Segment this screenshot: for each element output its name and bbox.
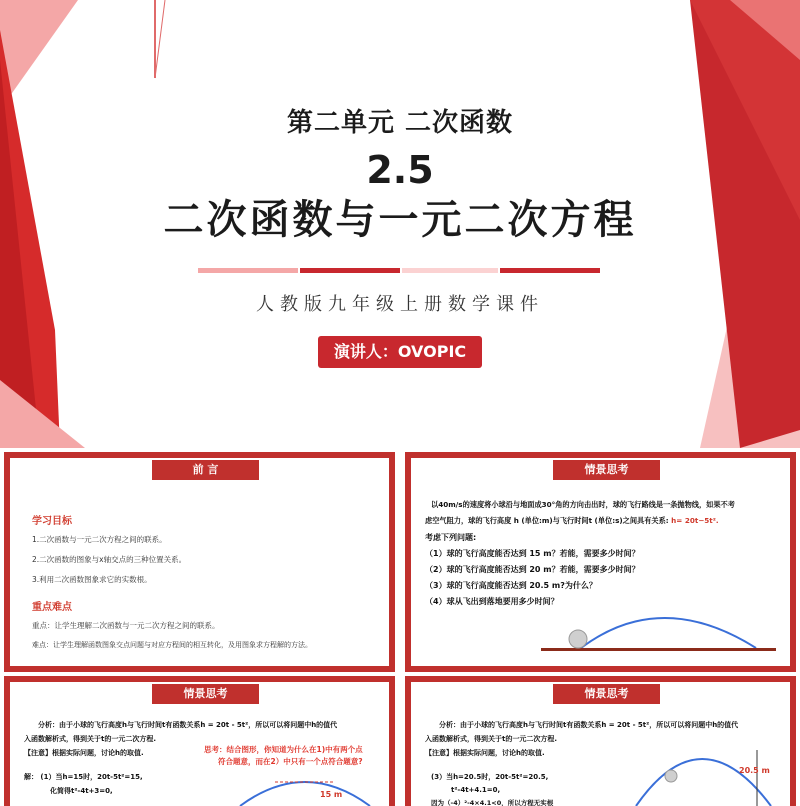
- divider-bar-2: [300, 268, 400, 273]
- formula: h= 20t−5t².: [671, 516, 719, 525]
- unit-title: 第二单元 二次函数: [286, 108, 514, 138]
- ball-icon: [569, 630, 587, 648]
- question-item: （2）球的飞行高度能否达到 20 m？若能，需要多少时间？: [425, 565, 640, 574]
- slide-content: [411, 682, 790, 806]
- solution-line: 因为（-4）²-4×4.1<0，所以方程无实根: [431, 799, 554, 806]
- note-text: 【注意】根据实际问题，讨论h的取值.: [24, 749, 144, 757]
- key-point: 重点：让学生理解二次函数与一元二次方程之间的联系。: [32, 621, 220, 630]
- slide-thumbnail-preface[interactable]: [4, 452, 395, 672]
- parabola-path: [240, 782, 370, 806]
- divider-bar-4: [500, 268, 600, 273]
- parabola-path: [581, 618, 756, 648]
- think-prompt: 符合题意，而在2）中只有一个点符合题意?: [218, 757, 363, 766]
- graph-height-label: 15 m: [320, 790, 343, 799]
- slide-tab-label: 前 言: [152, 460, 259, 480]
- analysis-line: 分析：由于小球的飞行高度h与飞行时间t有函数关系h = 20t - 5t²，所以可以将问题中h的值代: [38, 721, 338, 729]
- ball-icon: [665, 770, 677, 782]
- slide-thumbnail-scenario-solution-3[interactable]: [405, 676, 796, 806]
- question-item: （3）球的飞行高度能否达到 20.5 m?为什么？: [425, 581, 597, 590]
- slide-content: [411, 458, 790, 666]
- solution-line: 化简得t²-4t+3=0,: [50, 787, 113, 795]
- solution-line: t²-4t+4.1=0,: [451, 786, 501, 794]
- slide-content: [10, 682, 389, 806]
- slide-content: [10, 458, 389, 666]
- intro-text: 虑空气阻力，球的飞行高度 h (单位:m)与飞行时间t (单位:s)之间具有关系:: [425, 516, 669, 525]
- solution-line: (3）当h=20.5时，20t-5t²=20.5,: [431, 773, 549, 781]
- subtitle: 人教版九年级上册数学课件: [256, 294, 544, 315]
- slide-thumbnail-scenario-solution-1[interactable]: [4, 676, 395, 806]
- divider-bar-1: [198, 268, 298, 273]
- analysis-line: 入函数解析式，得到关于t的一元二次方程.: [425, 735, 558, 743]
- key-points-heading: 重点难点: [32, 602, 72, 613]
- note-text: 【注意】根据实际问题，讨论h的取值.: [425, 749, 545, 757]
- main-title: 二次函数与一元二次方程: [163, 197, 637, 243]
- slide-tab-label: 情景思考: [553, 684, 660, 704]
- intro-line: [425, 516, 719, 526]
- slide-thumbnail-scenario-questions[interactable]: [405, 452, 796, 672]
- question-item: （1）球的飞行高度能否达到 15 m？若能，需要多少时间？: [425, 549, 640, 558]
- goal-item: 2.二次函数的图象与x轴交点的三种位置关系。: [32, 555, 187, 564]
- difficult-point: 难点：让学生理解函数图象交点问题与对应方程间的相互转化，及用图象求方程解的方法。: [32, 641, 312, 649]
- slide-tab-label: 情景思考: [152, 684, 259, 704]
- solution-line: 解： (1）当h=15时，20t-5t²=15,: [24, 773, 143, 781]
- divider-bar-3: [402, 268, 498, 273]
- slide-tab-label: 情景思考: [553, 460, 660, 480]
- questions-heading: 考虑下列问题:: [425, 533, 477, 542]
- graph-height-label: 20.5 m: [739, 766, 770, 775]
- intro-line: 以40m/s的速度将小球沿与地面成30°角的方向击出时，球的飞行路线是一条抛物线，如果不考: [431, 500, 735, 509]
- goal-item: 1.二次函数与一元二次方程之间的联系。: [32, 535, 167, 544]
- think-prompt: 思考：结合图形，你知道为什么在1)中有两个点: [204, 745, 363, 754]
- left-top-pink-shape: [0, 0, 78, 110]
- trajectory-illustration: [531, 608, 781, 658]
- parabola-graph: [230, 768, 380, 806]
- ground-line: [541, 648, 776, 651]
- presenter-badge: 演讲人：OVOPIC: [318, 336, 482, 368]
- section-number: 2.5: [366, 148, 434, 192]
- goal-item: 3.利用二次函数图象求它的实数根。: [32, 575, 152, 584]
- question-item: （4）球从飞出到落地要用多少时间？: [425, 597, 559, 606]
- analysis-line: 分析：由于小球的飞行高度h与飞行时间t有函数关系h = 20t - 5t²，所以可以将问题中h的值代: [439, 721, 739, 729]
- analysis-line: 入函数解析式，得到关于t的一元二次方程.: [24, 735, 157, 743]
- goals-heading: 学习目标: [32, 516, 72, 527]
- left-thin-line-2: [155, 0, 165, 78]
